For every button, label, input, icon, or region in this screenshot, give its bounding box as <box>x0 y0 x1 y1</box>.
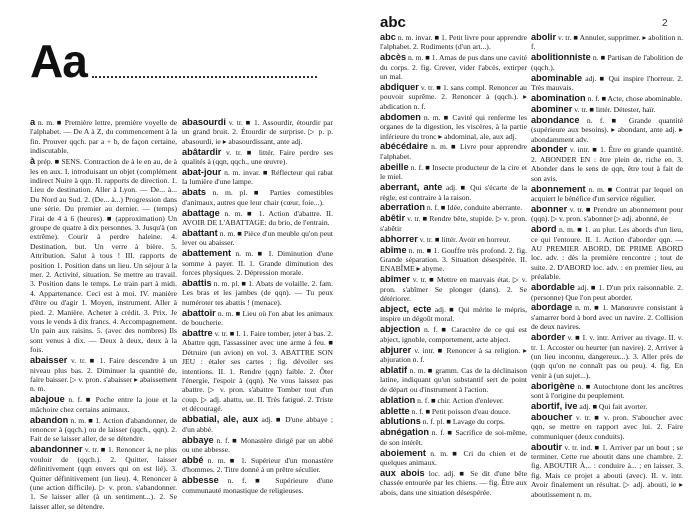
dictionary-entry <box>531 116 683 144</box>
dictionary-entry <box>531 74 683 93</box>
entry-definition: v. tr. ■ 1. Renoncer à, ne plus vouloir de (qqch.). 2. Quitter, laisser définitivement (qqn envers qui on est lié). 3. Quitter définitivement (un lieu). 4. Renoncer à (une action difficile). ▷ v. pron. s'abandonner. 1. Se laisser aller (à un sentiment...). 2. Se laisser aller, se détendre. <box>30 445 177 511</box>
dictionary-entry <box>30 356 177 394</box>
dictionary-entry <box>30 157 177 355</box>
dictionary-entry <box>30 416 177 444</box>
dictionary-entry <box>30 118 177 156</box>
entry-definition: n. m. pl. ■ Parties comestibles d'animaux, autres que leur chair (cœur, foie...). <box>182 188 333 207</box>
entry-definition: n. f. ■ chir. Action d'enlever. <box>417 395 504 405</box>
dictionary-entry <box>380 214 527 233</box>
entry-headword: abattis <box>182 278 212 288</box>
dictionary-entry <box>531 333 683 380</box>
entry-definition: n. m. ■ 1. Supérieur d'un monastère d'hommes. 2. Titre donné à un prêtre séculier. <box>182 455 333 475</box>
dictionary-entry <box>182 309 333 328</box>
dictionary-entry <box>380 366 527 394</box>
entry-headword: abîme <box>380 244 407 255</box>
entry-headword: abattre <box>182 328 213 339</box>
entry-definition: v. tr. ■ 1. Assourdir, étourdir par un grand bruit. 2. Étourdir de surprise. ▷ p. p. abasourdi, ie ▸ abasourdissant, ante adj. <box>182 118 333 146</box>
entry-headword: abêtir <box>380 213 406 224</box>
column-4 <box>531 33 683 501</box>
entry-definition: v. tr. ind. ■ 1. Arriver par un bout ; se terminer. Cette rue aboutit dans une chambre. 2. fig. ABOUTIR À... : conduire à... ; en laisser. 3. fig. Mais ce projet a abouti (avec). II. v. intr. Avoir finalement un résultat. ▷ adj. abouti, ie ▸ aboutissement n. m. <box>531 442 683 499</box>
entry-headword: abaisser <box>30 355 68 366</box>
entry-definition: n. f. ■ Poche entre la joue et la mâchoire chez certains animaux. <box>30 395 177 414</box>
dictionary-entry <box>380 417 527 426</box>
dictionary-entry <box>380 113 527 141</box>
entry-definition: n. m. ■ Pièce d'un meuble qu'on peut lever ou abaisser. <box>182 228 334 248</box>
entry-headword: à <box>30 156 36 167</box>
entry-headword: abondance <box>531 114 580 125</box>
entry-definition: n. m. ■ 1. Gouffre très profond. 2. fig. Grande séparation. 3. Situation désespérée. II. ENABÎME ▸ abyme. <box>380 245 527 274</box>
entry-headword: abeille <box>380 161 409 172</box>
dictionary-entry <box>380 449 527 468</box>
entry-headword: abattage <box>182 207 220 218</box>
entry-definition: n. ■ Partisan de l'abolition de (qqch.). <box>531 53 683 72</box>
entry-headword: abécédaire <box>380 141 429 152</box>
entry-definition: v. ■ I. v. intr. Arriver au rivage. II. v. tr. 1. Accoster ou heurter (un navire). 2. Arriver à (un lieu inconnu, dangereux...). 3. Aller près de (qqn qu'on ne connaît pas ou peu). 4. fig. En venir à (un sujet...). <box>531 333 683 380</box>
entry-definition: n. f. ■ Caractère de ce qui est abject, ignoble, comportement, acte abject. <box>380 325 527 344</box>
entry-definition: n. f. ■ Petit poisson d'eau douce. <box>411 406 511 416</box>
column-3 <box>380 33 527 499</box>
entry-headword: abjection <box>380 324 421 335</box>
entry-headword: abominer <box>531 103 573 114</box>
entry-headword: abjurer <box>380 344 412 355</box>
entry-headword: ablatif <box>380 364 408 375</box>
entry-headword: abajoue <box>30 394 65 405</box>
entry-headword: abonder <box>531 144 568 155</box>
entry-headword: ablation <box>380 394 416 405</box>
entry-definition: v. tr. ■ I. 1. Faire tomber, jeter à bas. 2. Abattre qqn, l'assassiner avec une arme à feu. ■ Détruire (un avion) en vol. 3. ABATTRE SON JEU : étaler ses cartes ; fig. dévoiler ses intentions. II. 1. Rendre (qqn) faible. 2. Ôter l'énergie, l'espoir à (qqn). Ne vous laissez pas abattre. ▷ v. pron. s'abattre Tomber tout d'un coup. ▷ adj. abattu, ue. II. Très fatigué. 2. Triste et découragé. <box>182 329 334 414</box>
entry-definition: n. f. ■ Insecte producteur de la cire et le miel. <box>380 162 527 182</box>
entry-headword: a <box>30 117 36 127</box>
dictionary-entry <box>531 105 683 114</box>
dictionary-entry <box>182 329 333 414</box>
dictionary-entry <box>531 145 683 183</box>
entry-headword: aberrant, ante <box>380 182 443 193</box>
entry-definition: n. f. pl. ■ Lavage du corps. <box>422 417 505 427</box>
entry-definition: n. m. ■ 1. au plur. Les abords d'un lieu, ce qui l'entoure. II. 1. Action d'aborder qqn. — AU PREMIER ABORD, DE PRIME ABORD loc. adv. : dès la première rencontre ; tout de suite. 2. D'ABORD loc. adv. : en premier lieu, au préalable. <box>531 225 683 282</box>
entry-headword: abîmer <box>380 274 411 285</box>
column-2 <box>182 118 333 496</box>
entry-definition: n. f. ■ Idée, conduite aberrante. <box>426 203 523 213</box>
dictionary-entry <box>182 415 333 434</box>
entry-headword: abortif, ive <box>531 401 578 412</box>
entry-headword: abbatial, ale, aux <box>182 414 259 425</box>
entry-definition: n. m. ■ Livre pour apprendre l'alphabet. <box>380 142 527 161</box>
entry-definition: n. m. ■ I. Diminution d'une somme à payer. II. 1. Grande diminution des forces physiques. 2. Dépression morale. <box>182 249 334 278</box>
entry-definition: adj. ■ 1. D'un prix raisonnable. 2. (personne) Que l'on peut aborder. <box>531 283 683 302</box>
entry-headword: abbesse <box>182 475 219 486</box>
entry-headword: abordage <box>531 302 573 313</box>
entry-headword: abcès <box>380 52 407 63</box>
dictionary-entry <box>380 203 527 212</box>
entry-definition: n. m. ■ Première lettre, première voyelle de l'alphabet. — De A à Z, du commencement à la fin. Prouver qqch. par a + b, de façon certaine, indiscutable. <box>30 118 177 156</box>
page-number: 2 <box>662 18 668 29</box>
entry-definition: v. tr. ■ littér. Avoir en horreur. <box>419 234 511 244</box>
entry-definition: adj. ■ Qui s'écarte de la règle, est contraire à la raison. <box>380 183 527 202</box>
entry-headword: abattement <box>182 248 232 259</box>
entry-definition: n. m. ■ 1. Action d'abattre. II. AVOIR DE L'ABATTAGE: du brio, de l'entrain. <box>182 208 333 228</box>
entry-definition: v. tr. ■ 1. Faire descendre à un niveau plus bas. 2. Diminuer la quantité de, faire baisser. ▷ v. pron. s'abaisser ▸ abaissement n. m. <box>30 356 177 394</box>
entry-definition: n. m. ■ Cri du chien et de quelques animaux. <box>380 448 527 468</box>
entry-headword: abnégation <box>380 427 430 438</box>
entry-definition: n. f. ■ Supérieure d'une communauté monastique de religieuses. <box>182 476 333 495</box>
entry-definition: n. f. ■ Sacrifice de soi-même, de son intérêt. <box>380 428 527 447</box>
entry-definition: n. m. invar. ■ Réflecteur qui rabat la lumière d'une lampe. <box>182 168 334 187</box>
dictionary-entry <box>531 382 683 401</box>
entry-definition: v. tr. ■ 1. sans compl. Renoncer au pouvoir suprême. 2. Renoncer à (qqch.). ▸ abdication n. f. <box>380 83 527 111</box>
dictionary-entry <box>531 225 683 281</box>
entry-definition: v. intr. ■ 1. Être en grande quantité. 2. ABONDER EN : être plein de, riche en. 3. Abonder dans le sens de qqn, être tout à fait de son avis. <box>531 145 683 183</box>
entry-definition: v. tr. ■ littér. Faire perdre ses qualités à (qqn, qqch., une œuvre). <box>182 147 333 167</box>
entry-headword: abbaye <box>182 434 214 445</box>
entry-headword: abandonner <box>30 444 83 455</box>
column-1 <box>30 118 177 513</box>
entry-headword: abolir <box>531 32 557 42</box>
dictionary-entry <box>380 325 527 344</box>
entry-definition: n. m. invar. ■ 1. Petit livre pour apprendre l'alphabet. 2. Rudiments (d'un art...). <box>380 33 527 52</box>
entry-definition: n. m. ■ Lieu où l'on abat les animaux de boucherie. <box>182 308 333 328</box>
entry-headword: abonnement <box>531 183 586 194</box>
dictionary-entry <box>380 428 527 447</box>
entry-definition: n. m. ■ gramm. Cas de la déclinaison latine, indiquant qu'un substantif sert de point de départ ou d'instrument à l'action. <box>380 365 528 394</box>
entry-headword: abbé <box>182 454 204 465</box>
dictionary-entry <box>380 407 527 416</box>
entry-headword: abomination <box>531 92 586 103</box>
entry-headword: abat-jour <box>182 167 222 178</box>
entry-headword: aboutir <box>531 441 563 452</box>
dictionary-entry <box>182 148 333 167</box>
entry-headword: abâtardir <box>182 146 222 157</box>
entry-headword: aborigène <box>531 380 575 391</box>
entry-headword: abdiquer <box>380 82 419 93</box>
section-letter-heading: Aa <box>30 35 87 87</box>
dictionary-entry <box>380 396 527 405</box>
entry-definition: n. m. pl. ■ 1. Abats de volaille. 2. fam. Les bras et les jambes (de qqn). — Tu peux numéroter tes abattis ! (menace). <box>182 279 333 307</box>
entry-definition: n. f. ■ Acte, chose abominable. <box>587 93 683 103</box>
dictionary-entry <box>380 183 527 202</box>
entry-definition: n. m. ■ 1. Amas de pus dans une cavité du corps. 2. fig. Crever, vider l'abcès, extirper un mal. <box>380 53 527 82</box>
dictionary-entry <box>531 185 683 204</box>
dictionary-entry <box>531 53 683 72</box>
entry-headword: aboiement <box>380 447 426 458</box>
entry-definition: adj. ■ D'une abbaye ; d'un abbé. <box>182 415 333 434</box>
entry-definition: v. intr. ■ Renoncer à sa religion. ▸ abjuration n. f. <box>380 345 527 364</box>
entry-definition: n. m. ■ 1. Manœuvre consistant à s'amarrer bord à bord avec un navire. 2. Collision de deux navires. <box>531 303 683 332</box>
entry-headword: aborder <box>531 332 566 343</box>
entry-definition: v. tr. ■ Annuler, supprimer. ▸ abolition n. f. <box>531 33 683 52</box>
entry-definition: n. ■ Autochtone dont les ancêtres sont à l'origine du peuplement. <box>531 381 683 401</box>
dictionary-entry <box>182 118 333 146</box>
dictionary-entry <box>380 235 527 244</box>
entry-definition: n. m. ■ Cavité qui renferme les organes de la digestion, les viscères, à la partie inférieure du tronc ▸ abdominal, ale, aux adj. <box>380 112 527 141</box>
dictionary-entry <box>380 142 527 161</box>
dictionary-entry <box>531 94 683 103</box>
entry-definition: prép. ■ SENS. Contraction de à le en au, de à les en aux. I. introduisant un objet (complément indirect Nuire à qqn. II. rapports de direction. 1. Lieu de destination. Aller à Lyon. — De... à... Du Nord au Sud. 2. (De... à...) Progression dans une série. Du premier au dernier. — (temps) J'irai de 4 à 6 (heures). ■ (approximation) Un groupe de quatre à dix personnes. 3. Jusqu'à (un extrême). Courir à perdre haleine. 4. Destination, but. Un verre à bière. 5. Attribution. Salut à tous ! III. rapports de position 1. Position dans un lieu. Un séjour à la mer. 2. Activité, situation. Se mettre au travail. 3. Position dans le temps. Le train part à midi. 4. Appartenance. Ceci est à moi. IV. manière d'être ou d'agir 1. Moyen, instrument. Aller à pied. 2. Manière. Acheter à crédit. 3. Prix. Je vous le vends à dix francs. 4. Accompagnement. Un pain aux raisins. 5. (avec des nombres) Ils sont venus à dix. — Deux à deux, deux à la fois. <box>30 157 177 355</box>
entry-headword: abattoir <box>182 307 216 318</box>
dictionary-entry <box>531 413 683 441</box>
entry-headword: abhorrer <box>380 233 418 244</box>
entry-definition: loc. adj. ■ Se dit d'une bête chassée entourée par les chiens. — fig. Être aux abois, dans une situation désespérée. <box>380 468 527 497</box>
dictionary-entry <box>380 83 527 111</box>
entry-headword: abord <box>531 224 557 235</box>
entry-headword: abject, ecte <box>380 303 432 314</box>
entry-headword: abc <box>380 32 396 42</box>
entry-definition: adj. ■ Qui mérite le mépris, inspire un dégoût moral. <box>380 304 528 324</box>
entry-headword: abdomen <box>380 111 421 122</box>
dictionary-entry <box>182 188 333 207</box>
dictionary-entry <box>182 168 333 187</box>
dictionary-entry <box>531 205 683 224</box>
dictionary-entry <box>380 163 527 182</box>
entry-headword: aboucher <box>531 411 573 422</box>
dictionary-entry <box>531 33 683 52</box>
entry-headword: abonner <box>531 203 568 214</box>
entry-definition: adj. ■ Qui inspire l'horreur. 2. Très mauvais. <box>531 73 683 93</box>
dictionary-entry <box>182 476 333 495</box>
entry-headword: aberration <box>380 202 425 213</box>
entry-definition: n. f. ■ Grande quantité (supérieure aux besoins). ▸ abondant, ante adj. ▸ abondamment adv. <box>531 115 683 144</box>
dictionary-entry <box>182 436 333 455</box>
entry-headword: abolitionniste <box>531 52 591 63</box>
entry-definition: n. m. ■ Contrat par lequel on acquiert le bénéfice d'un service régulier. <box>531 184 683 203</box>
dictionary-entry <box>30 445 177 511</box>
dictionary-entry <box>380 33 527 52</box>
entry-headword: ablutions <box>380 416 421 427</box>
dictionary-entry <box>182 229 333 248</box>
dictionary-entry <box>380 469 527 497</box>
entry-definition: v. tr. ■ Prendre un abonnement pour (qqn). ▷ v. pron. s'abonner ▷ adj. abonné, ée <box>531 204 683 224</box>
entry-definition: v. tr. ■ Mettre en mauvais état. ▷ v. pron. s'abîmer Se plonger (dans). 2. Se détériorer. <box>380 275 527 304</box>
dictionary-entry <box>182 279 333 307</box>
running-head-word: abc <box>380 14 406 31</box>
dictionary-entry <box>182 209 333 228</box>
dictionary-entry <box>380 346 527 365</box>
entry-definition: n. m. ■ 1. Action d'abandonner, de renoncer à (qqch.) ou de laisser (qqch., qqn). 2. Fait de se laisser aller, de se détendre. <box>30 415 177 444</box>
dictionary-entry <box>30 395 177 414</box>
dictionary-entry <box>380 305 527 324</box>
dictionary-entry <box>380 53 527 81</box>
dictionary-entry <box>531 402 683 411</box>
entry-headword: abominable <box>531 72 583 83</box>
dictionary-entry <box>531 303 683 331</box>
entry-definition: v. tr. ■ littér. Détester, haïr. <box>574 104 656 114</box>
dictionary-entry <box>380 246 527 274</box>
entry-definition: adj. ■ Qui fait avorter. <box>579 402 648 412</box>
entry-headword: abasourdi <box>182 117 226 127</box>
dictionary-entry <box>182 456 333 475</box>
entry-definition: v. tr. ■ Rendre bête, stupide. ▷ v. pron. s'abêtir <box>380 214 527 233</box>
dictionary-entry <box>182 249 333 277</box>
entry-headword: aux abois <box>380 467 425 478</box>
entry-headword: abats <box>182 187 207 198</box>
entry-headword: abordable <box>531 282 575 293</box>
entry-definition: v. tr. ■ v. pron. S'aboucher avec qqn, se mettre en rapport avec lui. 2. Faire communiquer (deux conduits). <box>531 412 683 441</box>
dictionary-entry <box>531 283 683 302</box>
dotted-rule <box>92 76 317 78</box>
entry-headword: ablette <box>380 405 410 416</box>
entry-headword: abandon <box>30 414 69 425</box>
dictionary-entry <box>380 275 527 303</box>
entry-headword: abattant <box>182 227 218 238</box>
dictionary-entry <box>531 443 683 499</box>
entry-definition: n. f. ■ Monastère dirigé par un abbé ou une abbesse. <box>182 435 333 454</box>
